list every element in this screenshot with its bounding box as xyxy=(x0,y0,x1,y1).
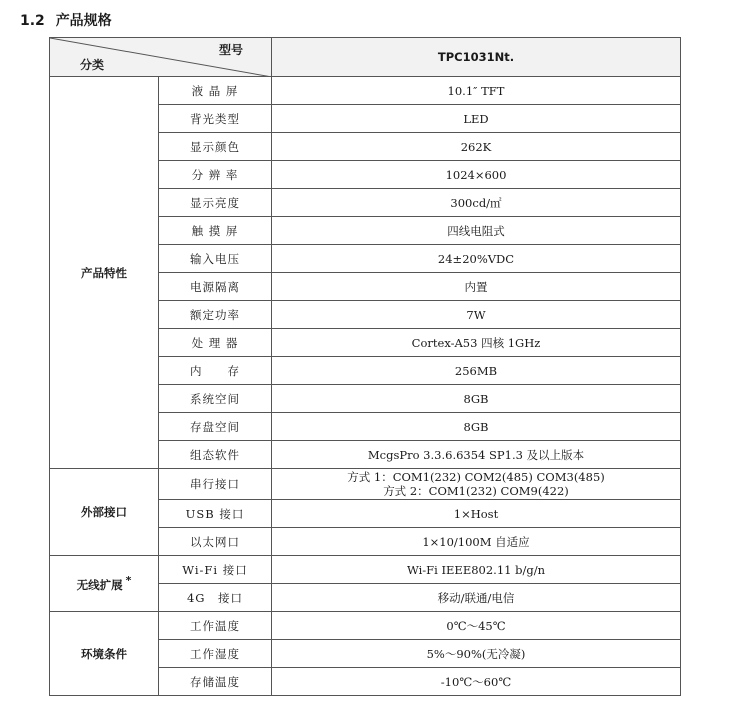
spec-label: 工作湿度 xyxy=(159,640,272,668)
table-row xyxy=(50,556,681,584)
spec-value: 5%～90%(无冷凝) xyxy=(272,640,681,668)
table-row xyxy=(50,77,681,105)
spec-label: USB 接口 xyxy=(159,500,272,528)
spec-value: 1×10/100M 自适应 xyxy=(272,528,681,556)
spec-label: 工作温度 xyxy=(159,612,272,640)
category-header-label: 分类 xyxy=(80,58,105,72)
spec-value: 移动/联通/电信 xyxy=(272,584,681,612)
section-title: 产品规格 xyxy=(55,13,112,29)
spec-label: 串行接口 xyxy=(159,469,272,500)
table-row xyxy=(50,469,681,500)
spec-label: 电源隔离 xyxy=(159,273,272,301)
group-name: 产品特性 xyxy=(50,77,159,469)
spec-value-line: 方式 1：COM1(232) COM2(485) COM3(485) xyxy=(347,470,605,484)
spec-label: 组态软件 xyxy=(159,441,272,469)
spec-value: 内置 xyxy=(272,273,681,301)
spec-value: 256MB xyxy=(272,357,681,385)
spec-label: 系统空间 xyxy=(159,385,272,413)
spec-label: 存储温度 xyxy=(159,668,272,696)
spec-value: 10.1″ TFT xyxy=(272,77,681,105)
spec-value: 四线电阻式 xyxy=(272,217,681,245)
spec-label: 以太网口 xyxy=(159,528,272,556)
model-value: TPC1031Nt. xyxy=(272,38,681,77)
spec-label: 额定功率 xyxy=(159,301,272,329)
footnote-mark: * xyxy=(125,574,132,588)
spec-value: 1024×600 xyxy=(272,161,681,189)
spec-value: 8GB xyxy=(272,385,681,413)
spec-label: Wi-Fi 接口 xyxy=(159,556,272,584)
spec-value: 262K xyxy=(272,133,681,161)
spec-label: 显示颜色 xyxy=(159,133,272,161)
group-name: 环境条件 xyxy=(50,612,159,696)
spec-value: McgsPro 3.3.6.6354 SP1.3 及以上版本 xyxy=(272,441,681,469)
spec-value: -10℃～60℃ xyxy=(272,668,681,696)
spec-label: 触 摸 屏 xyxy=(159,217,272,245)
spec-value: Cortex-A53 四核 1GHz xyxy=(272,329,681,357)
spec-label: 分 辨 率 xyxy=(159,161,272,189)
spec-label: 内 存 xyxy=(159,357,272,385)
spec-value: 8GB xyxy=(272,413,681,441)
group-name: 外部接口 xyxy=(50,469,159,556)
spec-label: 4G 接口 xyxy=(159,584,272,612)
group-name-cell xyxy=(50,556,159,612)
spec-value: 1×Host xyxy=(272,500,681,528)
spec-value xyxy=(272,469,681,500)
diagonal-header-cell xyxy=(50,38,272,77)
spec-value: 7W xyxy=(272,301,681,329)
spec-label: 输入电压 xyxy=(159,245,272,273)
spec-table xyxy=(49,37,681,696)
section-heading xyxy=(20,10,112,30)
spec-value: 0℃～45℃ xyxy=(272,612,681,640)
model-header-label: 型号 xyxy=(218,43,243,57)
spec-label: 处 理 器 xyxy=(159,329,272,357)
spec-value: Wi-Fi IEEE802.11 b/g/n xyxy=(272,556,681,584)
spec-value: 24±20%VDC xyxy=(272,245,681,273)
table-row xyxy=(50,612,681,640)
spec-value: LED xyxy=(272,105,681,133)
spec-label: 液 晶 屏 xyxy=(159,77,272,105)
table-header-row xyxy=(50,38,681,77)
spec-label: 背光类型 xyxy=(159,105,272,133)
group-name: 无线扩展 xyxy=(76,577,123,592)
spec-label: 显示亮度 xyxy=(159,189,272,217)
spec-label: 存盘空间 xyxy=(159,413,272,441)
spec-value: 300cd/㎡ xyxy=(272,189,681,217)
section-number: 1.2 xyxy=(20,13,45,29)
spec-value-line: 方式 2：COM1(232) COM9(422) xyxy=(383,484,569,498)
